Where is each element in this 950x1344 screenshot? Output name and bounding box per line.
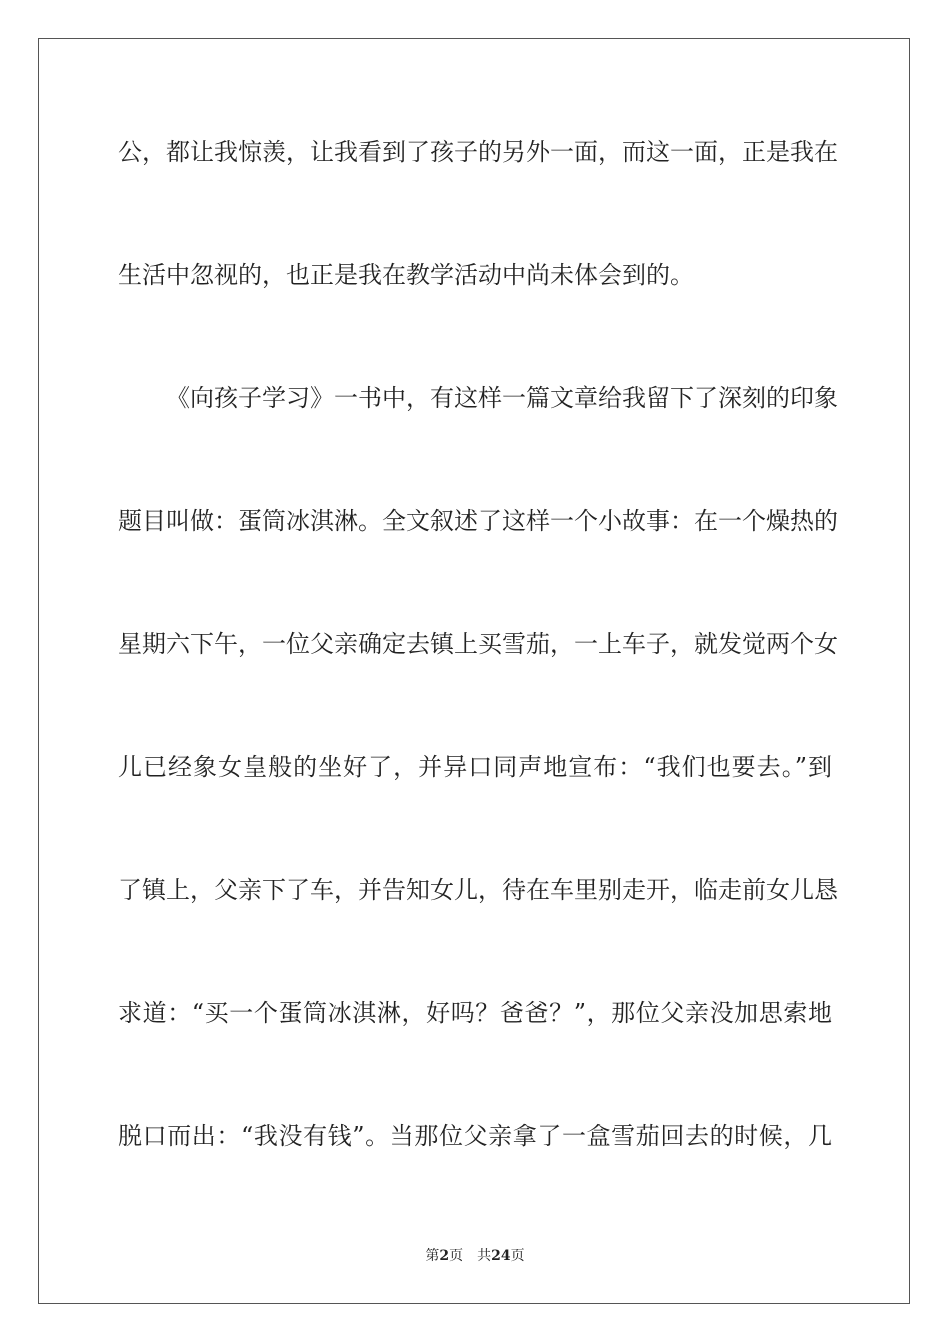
total-suffix: 页 xyxy=(510,1248,525,1264)
page-suffix: 页 xyxy=(449,1248,464,1264)
text-line-3: 《向孩子学习》一书中，有这样一篇文章给我留下了深刻的印象 xyxy=(166,384,838,412)
text-line-8: 求道：“买一个蛋筒冰淇淋，好吗？爸爸？”，那位父亲没加思索地 xyxy=(118,999,832,1027)
page-prefix: 第 xyxy=(425,1248,440,1264)
text-line-1: 公，都让我惊羡，让我看到了孩子的另外一面，而这一面，正是我在 xyxy=(118,138,838,166)
page-number: 2 xyxy=(439,1248,450,1264)
page-border xyxy=(38,38,910,1304)
text-line-4: 题目叫做：蛋筒冰淇淋。全文叙述了这样一个小故事：在一个燥热的 xyxy=(118,507,838,535)
text-line-6: 儿已经象女皇般的坐好了，并异口同声地宣布：“我们也要去。”到 xyxy=(118,753,832,781)
text-line-2: 生活中忽视的，也正是我在教学活动中尚未体会到的。 xyxy=(118,261,694,289)
text-line-5: 星期六下午，一位父亲确定去镇上买雪茄，一上车子，就发觉两个女 xyxy=(118,630,838,658)
page-footer xyxy=(0,1247,950,1265)
total-prefix: 共 xyxy=(477,1248,492,1264)
total-pages: 24 xyxy=(491,1248,511,1264)
text-line-9: 脱口而出：“我没有钱”。当那位父亲拿了一盒雪茄回去的时候，几 xyxy=(118,1122,832,1150)
text-line-7: 了镇上，父亲下了车，并告知女儿，待在车里别走开，临走前女儿恳 xyxy=(118,876,838,904)
